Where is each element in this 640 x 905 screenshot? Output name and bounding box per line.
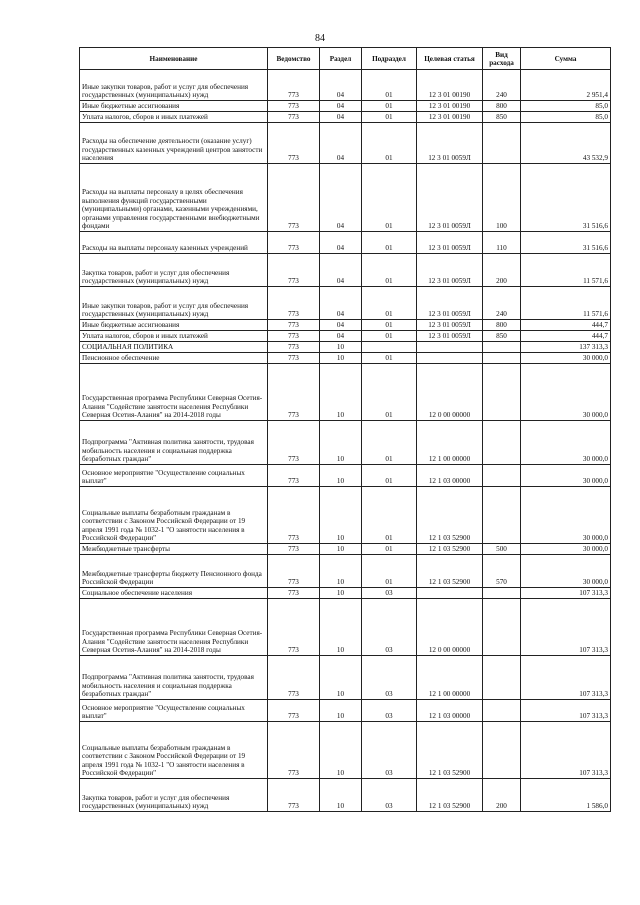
page-number: 84: [315, 33, 325, 44]
header-razdel: Раздел: [320, 48, 362, 70]
header-summa: Сумма: [521, 48, 611, 70]
cell-podrazdel: 01: [362, 101, 417, 112]
cell-podrazdel: 01: [362, 331, 417, 342]
cell-podrazdel: 01: [362, 123, 417, 164]
cell-summa: 30 000,0: [521, 487, 611, 544]
cell-razdel: 04: [320, 123, 362, 164]
cell-ved: 773: [268, 123, 320, 164]
table-row: [80, 287, 611, 320]
cell-ved: 773: [268, 544, 320, 555]
cell-ved: 773: [268, 232, 320, 254]
cell-summa: 444,7: [521, 320, 611, 331]
cell-summa: 30 000,0: [521, 555, 611, 588]
cell-razdel: 04: [320, 101, 362, 112]
cell-podrazdel: 03: [362, 588, 417, 599]
table-row: [80, 487, 611, 544]
cell-celevaya: 12 3 01 0059Л: [417, 232, 483, 254]
cell-razdel: 04: [320, 254, 362, 287]
cell-razdel: 04: [320, 287, 362, 320]
cell-summa: 31 516,6: [521, 232, 611, 254]
cell-summa: 43 532,9: [521, 123, 611, 164]
cell-razdel: 04: [320, 112, 362, 123]
cell-vid: 850: [483, 331, 521, 342]
cell-podrazdel: 01: [362, 364, 417, 421]
table-row: [80, 70, 611, 101]
header-ved: Ведомство: [268, 48, 320, 70]
header-name: Наименование: [80, 48, 268, 70]
cell-celevaya: [417, 353, 483, 364]
cell-razdel: 10: [320, 353, 362, 364]
cell-razdel: 10: [320, 599, 362, 656]
cell-name: Межбюджетные трансферты бюджету Пенсионного фонда Российской Федерации: [80, 555, 268, 588]
cell-name: Социальное обеспечение населения: [80, 588, 268, 599]
cell-name: Иные закупки товаров, работ и услуг для обеспечения государственных (муниципальных) нужд: [80, 287, 268, 320]
cell-summa: 85,0: [521, 101, 611, 112]
cell-vid: 850: [483, 112, 521, 123]
cell-ved: 773: [268, 421, 320, 465]
cell-celevaya: 12 1 00 00000: [417, 656, 483, 700]
cell-podrazdel: 01: [362, 487, 417, 544]
cell-ved: 773: [268, 588, 320, 599]
cell-vid: [483, 364, 521, 421]
cell-vid: 800: [483, 320, 521, 331]
table-row: [80, 544, 611, 555]
table-row: [80, 364, 611, 421]
cell-ved: 773: [268, 353, 320, 364]
cell-vid: 240: [483, 287, 521, 320]
cell-summa: 137 313,3: [521, 342, 611, 353]
cell-podrazdel: 03: [362, 700, 417, 722]
cell-celevaya: [417, 588, 483, 599]
cell-razdel: 10: [320, 656, 362, 700]
cell-celevaya: 12 1 03 52900: [417, 779, 483, 812]
cell-summa: 11 571,6: [521, 287, 611, 320]
cell-podrazdel: 01: [362, 555, 417, 588]
cell-ved: 773: [268, 101, 320, 112]
cell-name: Пенсионное обеспечение: [80, 353, 268, 364]
cell-ved: 773: [268, 599, 320, 656]
cell-ved: 773: [268, 320, 320, 331]
cell-name: Подпрограмма "Активная политика занятости, трудовая мобильность населения и социальная поддержка безработных граждан": [80, 421, 268, 465]
cell-name: Расходы на обеспечение деятельности (оказание услуг) государственных казенных учреждений центров занятости населения: [80, 123, 268, 164]
table-row: [80, 101, 611, 112]
cell-podrazdel: 01: [362, 232, 417, 254]
cell-ved: 773: [268, 465, 320, 487]
cell-podrazdel: 03: [362, 779, 417, 812]
cell-razdel: 04: [320, 232, 362, 254]
cell-celevaya: 12 1 03 00000: [417, 465, 483, 487]
cell-podrazdel: 03: [362, 656, 417, 700]
cell-celevaya: 12 3 01 0059Л: [417, 123, 483, 164]
table-row: [80, 722, 611, 779]
cell-name: Государственная программа Республики Северная Осетия-Алания "Содействие занятости населения Республики Северная Осетия-Алания" на 2014-2018 годы: [80, 599, 268, 656]
table-row: [80, 656, 611, 700]
cell-podrazdel: 01: [362, 287, 417, 320]
cell-summa: 30 000,0: [521, 353, 611, 364]
cell-summa: 31 516,6: [521, 164, 611, 232]
cell-ved: 773: [268, 254, 320, 287]
header-podrazdel: Подраздел: [362, 48, 417, 70]
table-row: [80, 353, 611, 364]
table-row: [80, 254, 611, 287]
table-row: [80, 700, 611, 722]
cell-name: Закупка товаров, работ и услуг для обеспечения государственных (муниципальных) нужд: [80, 779, 268, 812]
cell-celevaya: 12 3 01 0059Л: [417, 254, 483, 287]
cell-vid: [483, 421, 521, 465]
cell-summa: 30 000,0: [521, 465, 611, 487]
cell-name: Уплата налогов, сборов и иных платежей: [80, 331, 268, 342]
cell-celevaya: 12 1 03 52900: [417, 722, 483, 779]
table-row: [80, 164, 611, 232]
cell-celevaya: 12 3 01 0059Л: [417, 164, 483, 232]
cell-vid: 200: [483, 254, 521, 287]
cell-name: Основное мероприятие "Осуществление социальных выплат": [80, 465, 268, 487]
cell-name: Межбюджетные трансферты: [80, 544, 268, 555]
cell-razdel: 10: [320, 544, 362, 555]
cell-summa: 1 586,0: [521, 779, 611, 812]
table-row: [80, 779, 611, 812]
cell-razdel: 04: [320, 164, 362, 232]
cell-vid: [483, 487, 521, 544]
cell-podrazdel: 01: [362, 465, 417, 487]
cell-celevaya: 12 3 01 0059Л: [417, 287, 483, 320]
cell-vid: [483, 599, 521, 656]
cell-ved: 773: [268, 487, 320, 544]
header-celevaya: Целевая статья: [417, 48, 483, 70]
cell-name: Социальные выплаты безработным гражданам в соответствии с Законом Российской Федерации от 19 апреля 1991 года № 1032-1 "О занятости населения в Российской Федерации": [80, 722, 268, 779]
cell-name: Иные бюджетные ассигнования: [80, 101, 268, 112]
table-row: [80, 320, 611, 331]
cell-celevaya: 12 1 03 52900: [417, 544, 483, 555]
cell-razdel: 10: [320, 779, 362, 812]
cell-name: Государственная программа Республики Северная Осетия-Алания "Содействие занятости населения Республики Северная Осетия-Алания" на 2014-2018 годы: [80, 364, 268, 421]
cell-razdel: 04: [320, 70, 362, 101]
cell-name: Иные закупки товаров, работ и услуг для обеспечения государственных (муниципальных) нужд: [80, 70, 268, 101]
table-row: [80, 342, 611, 353]
cell-podrazdel: 01: [362, 544, 417, 555]
cell-podrazdel: 01: [362, 164, 417, 232]
cell-razdel: 04: [320, 331, 362, 342]
cell-ved: 773: [268, 112, 320, 123]
cell-razdel: 04: [320, 320, 362, 331]
cell-name: Закупка товаров, работ и услуг для обеспечения государственных (муниципальных) нужд: [80, 254, 268, 287]
cell-ved: 773: [268, 656, 320, 700]
cell-celevaya: 12 1 03 52900: [417, 555, 483, 588]
cell-name: Основное мероприятие "Осуществление социальных выплат": [80, 700, 268, 722]
cell-vid: 240: [483, 70, 521, 101]
cell-razdel: 10: [320, 465, 362, 487]
table-row: [80, 421, 611, 465]
cell-razdel: 10: [320, 421, 362, 465]
cell-name: Уплата налогов, сборов и иных платежей: [80, 112, 268, 123]
cell-vid: [483, 465, 521, 487]
cell-ved: 773: [268, 364, 320, 421]
cell-ved: 773: [268, 287, 320, 320]
cell-summa: 107 313,3: [521, 700, 611, 722]
cell-vid: [483, 342, 521, 353]
cell-summa: 85,0: [521, 112, 611, 123]
cell-ved: 773: [268, 700, 320, 722]
cell-razdel: 10: [320, 487, 362, 544]
cell-name: Социальные выплаты безработным гражданам в соответствии с Законом Российской Федерации от 19 апреля 1991 года № 1032-1 "О занятости населения в Российской Федерации": [80, 487, 268, 544]
cell-name: Расходы на выплаты персоналу казенных учреждений: [80, 232, 268, 254]
cell-summa: 444,7: [521, 331, 611, 342]
cell-vid: [483, 656, 521, 700]
cell-ved: 773: [268, 331, 320, 342]
cell-celevaya: 12 3 01 0059Л: [417, 320, 483, 331]
cell-summa: 107 313,3: [521, 656, 611, 700]
table-body: [80, 70, 611, 812]
cell-summa: 107 313,3: [521, 722, 611, 779]
cell-vid: 500: [483, 544, 521, 555]
table-row: [80, 112, 611, 123]
cell-podrazdel: 01: [362, 112, 417, 123]
cell-summa: 30 000,0: [521, 544, 611, 555]
table-row: [80, 588, 611, 599]
cell-name: Подпрограмма "Активная политика занятости, трудовая мобильность населения и социальная поддержка безработных граждан": [80, 656, 268, 700]
cell-ved: 773: [268, 70, 320, 101]
cell-razdel: 10: [320, 555, 362, 588]
cell-podrazdel: 01: [362, 421, 417, 465]
table-row: [80, 599, 611, 656]
cell-vid: [483, 123, 521, 164]
cell-celevaya: [417, 342, 483, 353]
cell-podrazdel: 03: [362, 599, 417, 656]
cell-razdel: 10: [320, 364, 362, 421]
cell-summa: 11 571,6: [521, 254, 611, 287]
cell-celevaya: 12 3 01 00190: [417, 101, 483, 112]
cell-summa: 2 951,4: [521, 70, 611, 101]
cell-ved: 773: [268, 555, 320, 588]
cell-summa: 107 313,3: [521, 588, 611, 599]
table-row: [80, 465, 611, 487]
cell-ved: 773: [268, 342, 320, 353]
cell-vid: 100: [483, 164, 521, 232]
cell-razdel: 10: [320, 342, 362, 353]
cell-razdel: 10: [320, 700, 362, 722]
cell-celevaya: 12 1 03 52900: [417, 487, 483, 544]
cell-podrazdel: 01: [362, 353, 417, 364]
budget-table: [79, 47, 611, 812]
cell-razdel: 10: [320, 722, 362, 779]
cell-celevaya: 12 3 01 0059Л: [417, 331, 483, 342]
cell-ved: 773: [268, 779, 320, 812]
cell-ved: 773: [268, 722, 320, 779]
cell-summa: 30 000,0: [521, 421, 611, 465]
cell-vid: 110: [483, 232, 521, 254]
cell-vid: [483, 353, 521, 364]
cell-vid: 570: [483, 555, 521, 588]
cell-celevaya: 12 0 00 00000: [417, 599, 483, 656]
cell-summa: 107 313,3: [521, 599, 611, 656]
cell-podrazdel: 01: [362, 254, 417, 287]
cell-vid: [483, 588, 521, 599]
cell-celevaya: 12 1 03 00000: [417, 700, 483, 722]
cell-name: СОЦИАЛЬНАЯ ПОЛИТИКА: [80, 342, 268, 353]
cell-celevaya: 12 0 00 00000: [417, 364, 483, 421]
table-row: [80, 331, 611, 342]
cell-celevaya: 12 3 01 00190: [417, 70, 483, 101]
cell-celevaya: 12 3 01 00190: [417, 112, 483, 123]
cell-vid: [483, 722, 521, 779]
cell-podrazdel: [362, 342, 417, 353]
table-row: [80, 232, 611, 254]
cell-podrazdel: 01: [362, 70, 417, 101]
cell-celevaya: 12 1 00 00000: [417, 421, 483, 465]
table-row: [80, 555, 611, 588]
cell-vid: [483, 700, 521, 722]
cell-name: Расходы на выплаты персоналу в целях обеспечения выполнения функций государственными (муниципальными) органами, казенными учреждениями, органами управления государственными внебюджетными фондами: [80, 164, 268, 232]
table-header-row: [80, 48, 611, 70]
header-vid: Вид расхода: [483, 48, 521, 70]
cell-vid: 200: [483, 779, 521, 812]
table-row: [80, 123, 611, 164]
cell-summa: 30 000,0: [521, 364, 611, 421]
cell-vid: 800: [483, 101, 521, 112]
cell-podrazdel: 01: [362, 320, 417, 331]
cell-ved: 773: [268, 164, 320, 232]
cell-name: Иные бюджетные ассигнования: [80, 320, 268, 331]
cell-razdel: 10: [320, 588, 362, 599]
cell-podrazdel: 03: [362, 722, 417, 779]
